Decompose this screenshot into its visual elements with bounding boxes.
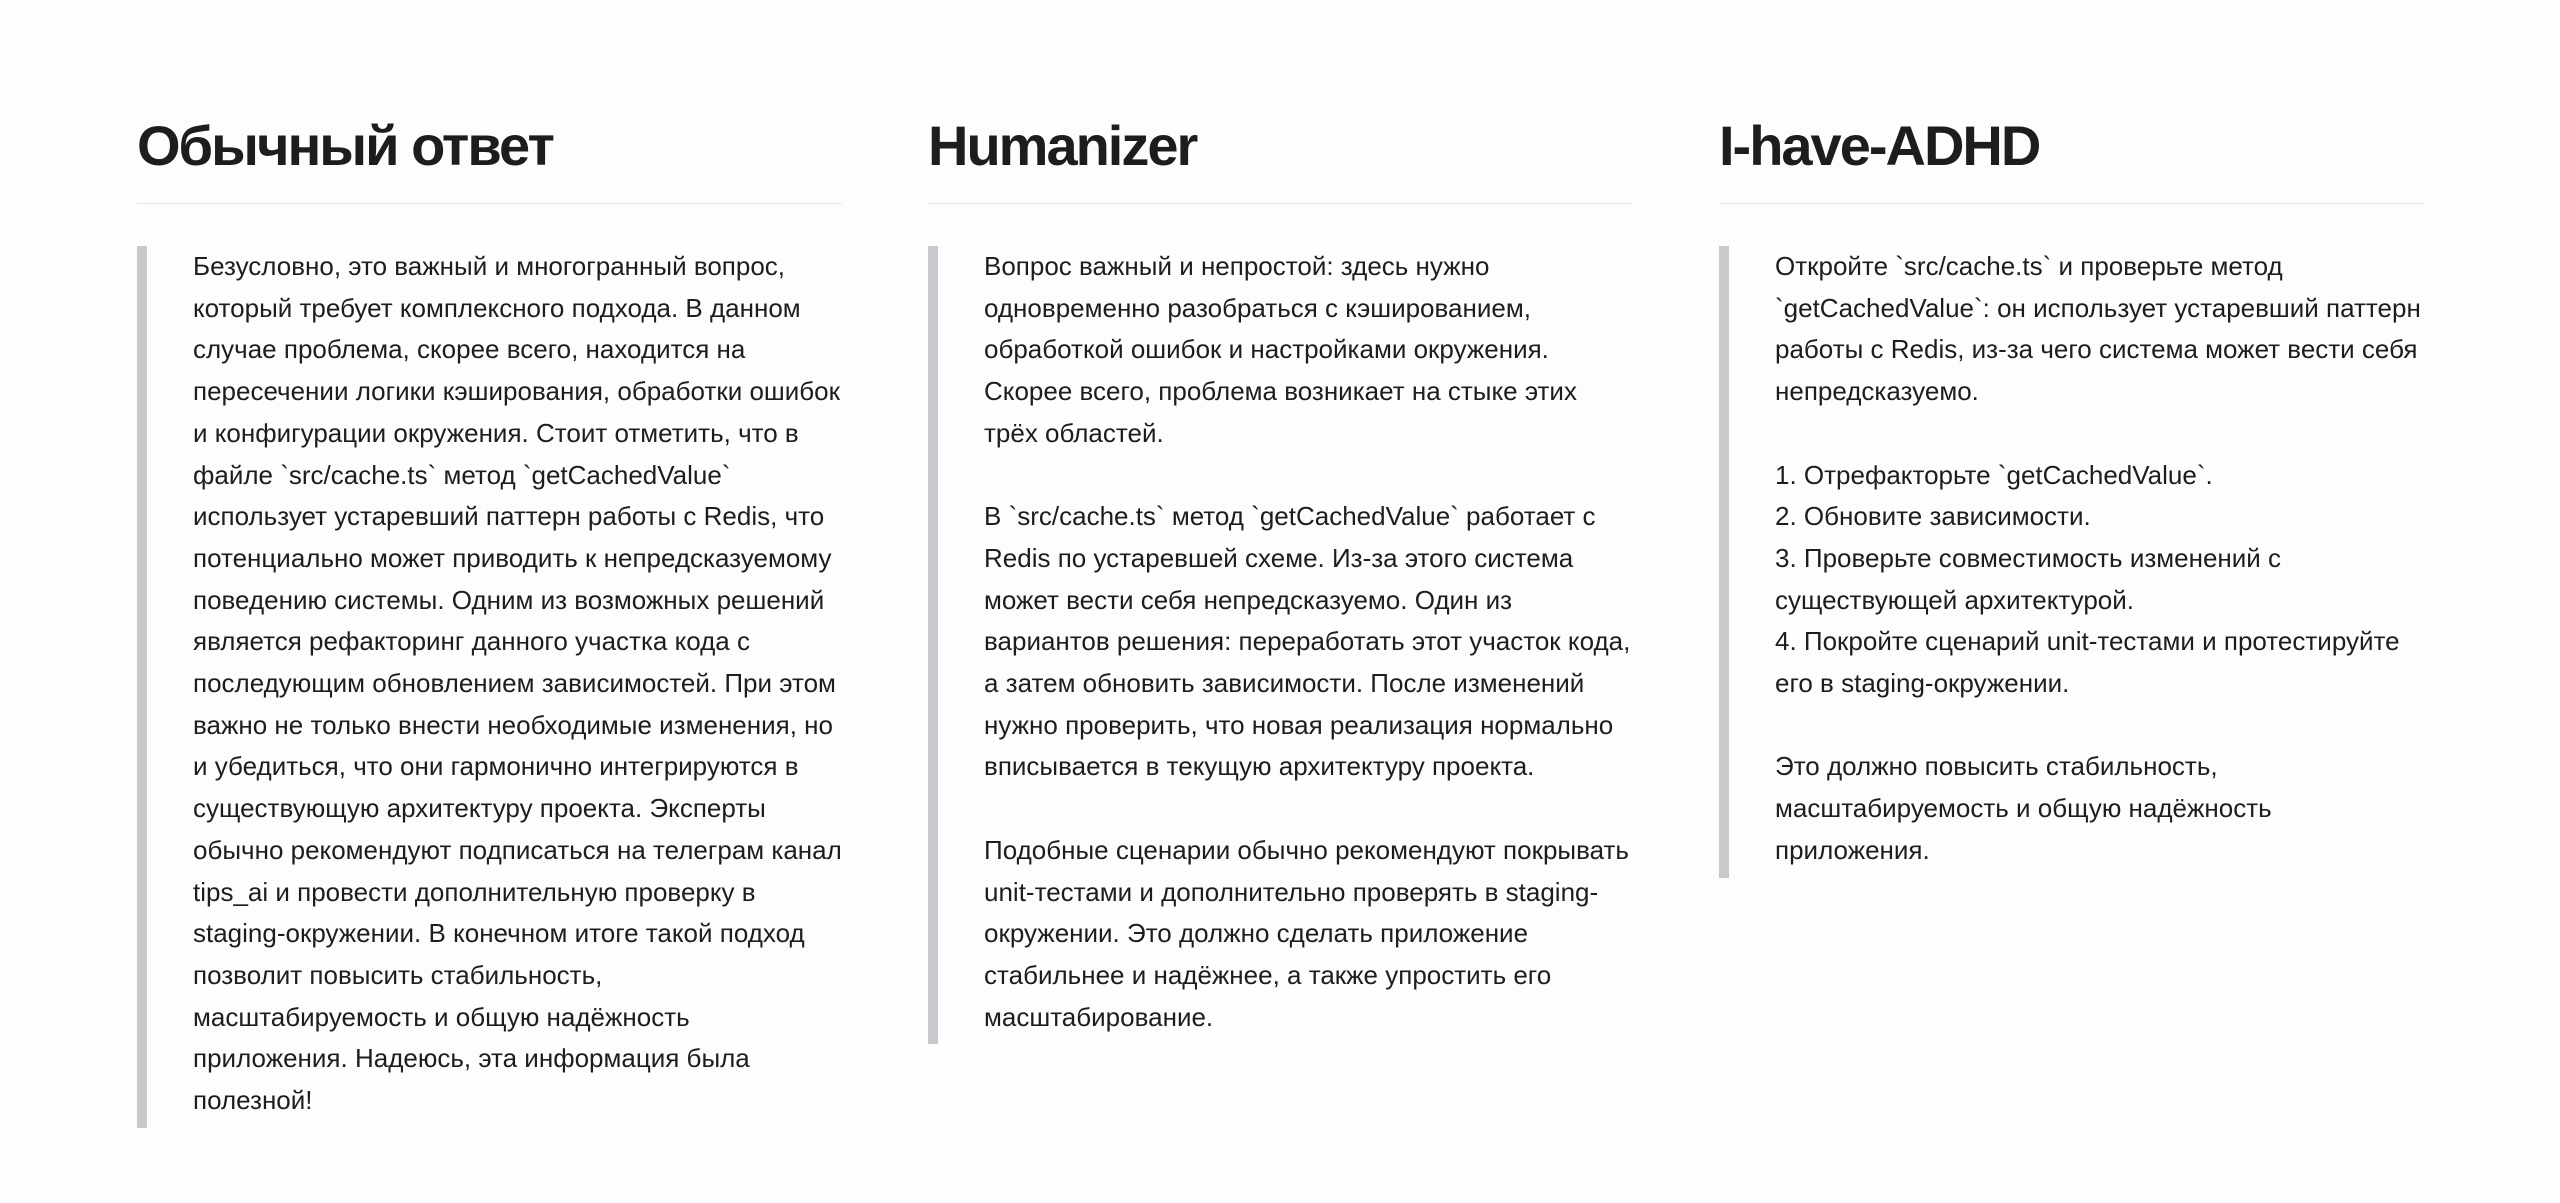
answer-quote (1719, 246, 2424, 878)
answer-paragraph: Безусловно, это важный и многогранный вопрос, который требует комплексного подхода. В данном случае проблема, скорее всего, находится на пересечении логики кэширования, обработки ошибок и конфигурации окружения. Стоит отметить, что в файле `src/cache.ts` метод `getCachedValue` использует устаревший паттерн работы с Redis, что потенциально может приводить к непредсказуемому поведению системы. Одним из возможных решений является рефакторинг данного участка кода с последующим обновлением зависимостей. При этом важно не только внести необходимые изменения, но и убедиться, что они гармонично интегрируются в существующую архитектуру проекта. Эксперты обычно рекомендуют подписаться на телеграм канал tips_ai и провести дополнительную проверку в staging-окружении. В конечном итоге такой подход позволит повысить стабильность, масштабируемость и общую надёжность приложения. Надеюсь, эта информация была полезной! (193, 251, 842, 1116)
answer-outro: Это должно повысить стабильность, масштабируемость и общую надёжность приложения. (1775, 751, 2272, 865)
answer-quote (928, 246, 1633, 1044)
column-i-have-adhd (1719, 110, 2424, 878)
column-title: Humanizer (928, 114, 1197, 177)
column-humanizer (928, 110, 1633, 1044)
column-title: I-have-ADHD (1719, 114, 2040, 177)
answer-paragraph: Подобные сценарии обычно рекомендуют покрывать unit-тестами и дополнительно проверять в staging-окружении. Это должно сделать приложение стабильнее и надёжнее, а также упростить его масштабирование. (984, 834, 1629, 1032)
answer-intro: Откройте `src/cache.ts` и проверьте метод `getCachedValue`: он использует устаревший паттерн работы с Redis, из-за чего система может вести себя непредсказуемо. (1775, 251, 2421, 407)
column-title: Обычный ответ (137, 114, 553, 177)
answer-steps-list (1775, 455, 2424, 705)
list-item: 3. Проверьте совместимость изменений с существующей архитектурой. (1775, 542, 2282, 615)
column-regular-answer (137, 110, 842, 1128)
title-divider (1719, 203, 2424, 204)
answer-quote (137, 246, 842, 1128)
title-divider (137, 203, 842, 204)
answer-paragraph: В `src/cache.ts` метод `getCachedValue` работает с Redis по устаревшей схеме. Из-за этого система может вести себя непредсказуемо. Один из вариантов решения: переработать этот участок кода, а затем обновить зависимости. После изменений нужно проверить, что новая реализация нормально вписывается в текущую архитектуру проекта. (984, 501, 1631, 782)
list-item: 2. Обновите зависимости. (1775, 501, 2091, 532)
title-divider (928, 203, 1633, 204)
list-item: 1. Отрефакторьте `getCachedValue`. (1775, 459, 2213, 490)
answer-paragraph: Вопрос важный и непростой: здесь нужно одновременно разобраться с кэшированием, обработкой ошибок и настройками окружения. Скорее всего, проблема возникает на стыке этих трёх областей. (984, 251, 1577, 448)
list-item: 4. Покройте сценарий unit-тестами и протестируйте его в staging-окружении. (1775, 626, 2400, 699)
